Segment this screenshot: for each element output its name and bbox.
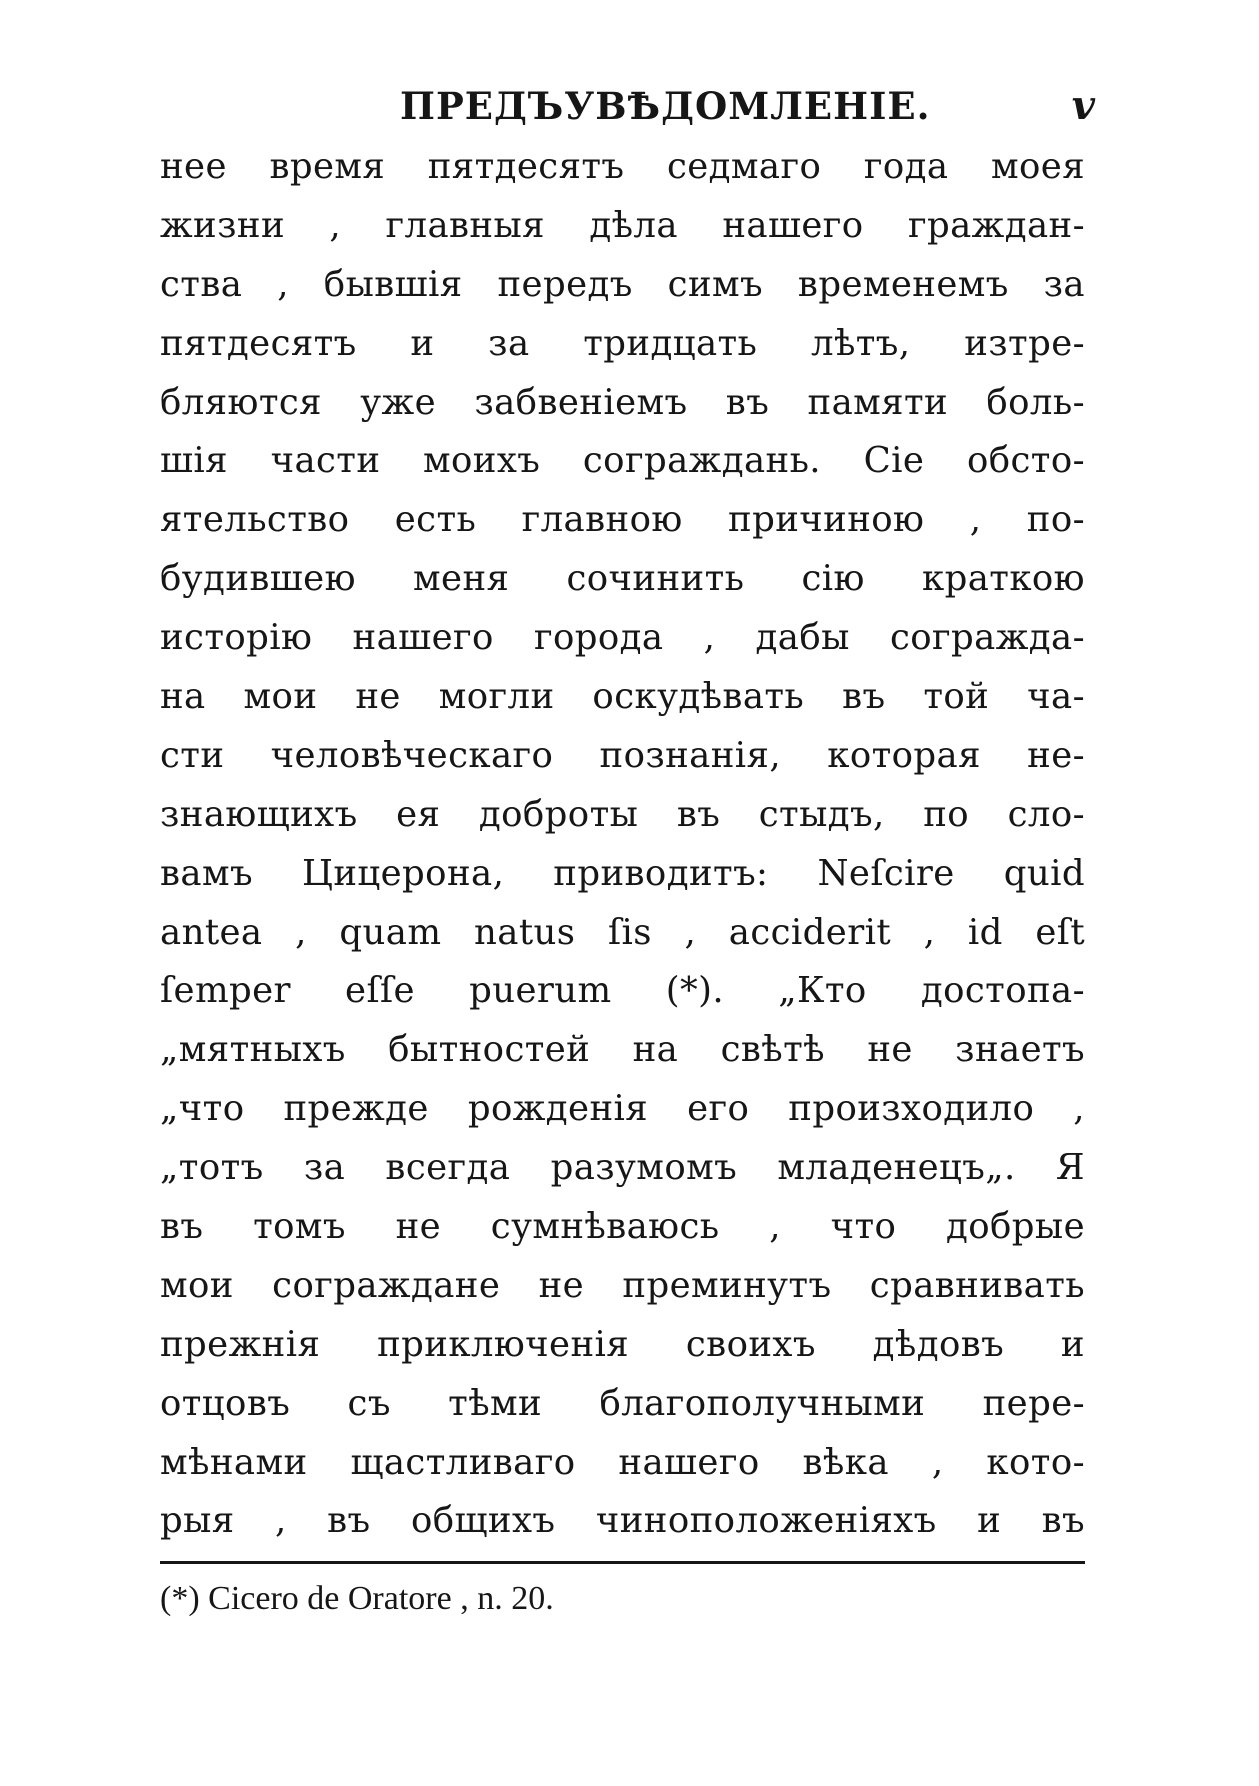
text-line: сти человѣческаго познанія, которая не- (160, 734, 1085, 776)
text-line: ства , бывшія передъ симъ временемъ за (160, 263, 1085, 305)
text-line: нее время пятдесятъ седмаго года моея (160, 146, 1085, 187)
text-line: бляются уже забвеніемъ въ памяти боль- (160, 381, 1085, 423)
text-line: исторію нашего города , дабы согражда- (160, 617, 1085, 659)
text-line: пятдесятъ и за тридцать лѣтъ, изтре- (160, 322, 1085, 364)
body-text (160, 138, 1085, 1551)
text-line: „что прежде рожденія его произходило , (160, 1088, 1085, 1130)
text-line: antea , quam natus ſis , acciderit , id eſt (160, 911, 1085, 953)
text-line: въ томъ не сумнѣваюсь , что добрые (160, 1206, 1085, 1248)
text-line: на мои не могли оскудѣвать въ той ча- (160, 676, 1085, 718)
running-header (150, 84, 1095, 144)
text-line: отцовъ съ тѣми благополучными пере- (160, 1382, 1085, 1424)
text-line: ſemper eſſe puerum (*). „Кто достопа- (160, 970, 1085, 1012)
text-line: мѣнами щастливаго нашего вѣка , кото- (160, 1441, 1085, 1483)
text-line: „мятныхъ бытностей на свѣтѣ не знаетъ (160, 1029, 1085, 1071)
page-number: v (1071, 82, 1095, 129)
header-title: ПРЕДЪУВѢДОМЛЕНІЕ. (400, 84, 931, 128)
text-line: вамъ Цицерона, приводитъ: Neſcire quid (160, 852, 1085, 894)
footnote-rule (160, 1561, 1085, 1564)
text-line: прежнія приключенія своихъ дѣдовъ и (160, 1323, 1085, 1365)
text-line: „тотъ за всегда разумомъ младенецъ„. Я (160, 1147, 1085, 1189)
text-line: рыя , въ общихъ чиноположеніяхъ и въ (160, 1500, 1085, 1542)
text-line: жизни , главныя дѣла нашего граждан- (160, 204, 1085, 246)
footnote: (*) Cicero de Oratore , n. 20. (160, 1580, 554, 1617)
text-line: будившею меня сочинить сію краткою (160, 558, 1085, 600)
text-line: мои сограждане не преминутъ сравнивать (160, 1264, 1085, 1306)
text-line: шія части моихъ сограждань. Сіе обсто- (160, 440, 1085, 482)
text-line: знающихъ ея доброты въ стыдъ, по сло- (160, 793, 1085, 835)
text-line: ятельство есть главною причиною , по- (160, 499, 1085, 541)
